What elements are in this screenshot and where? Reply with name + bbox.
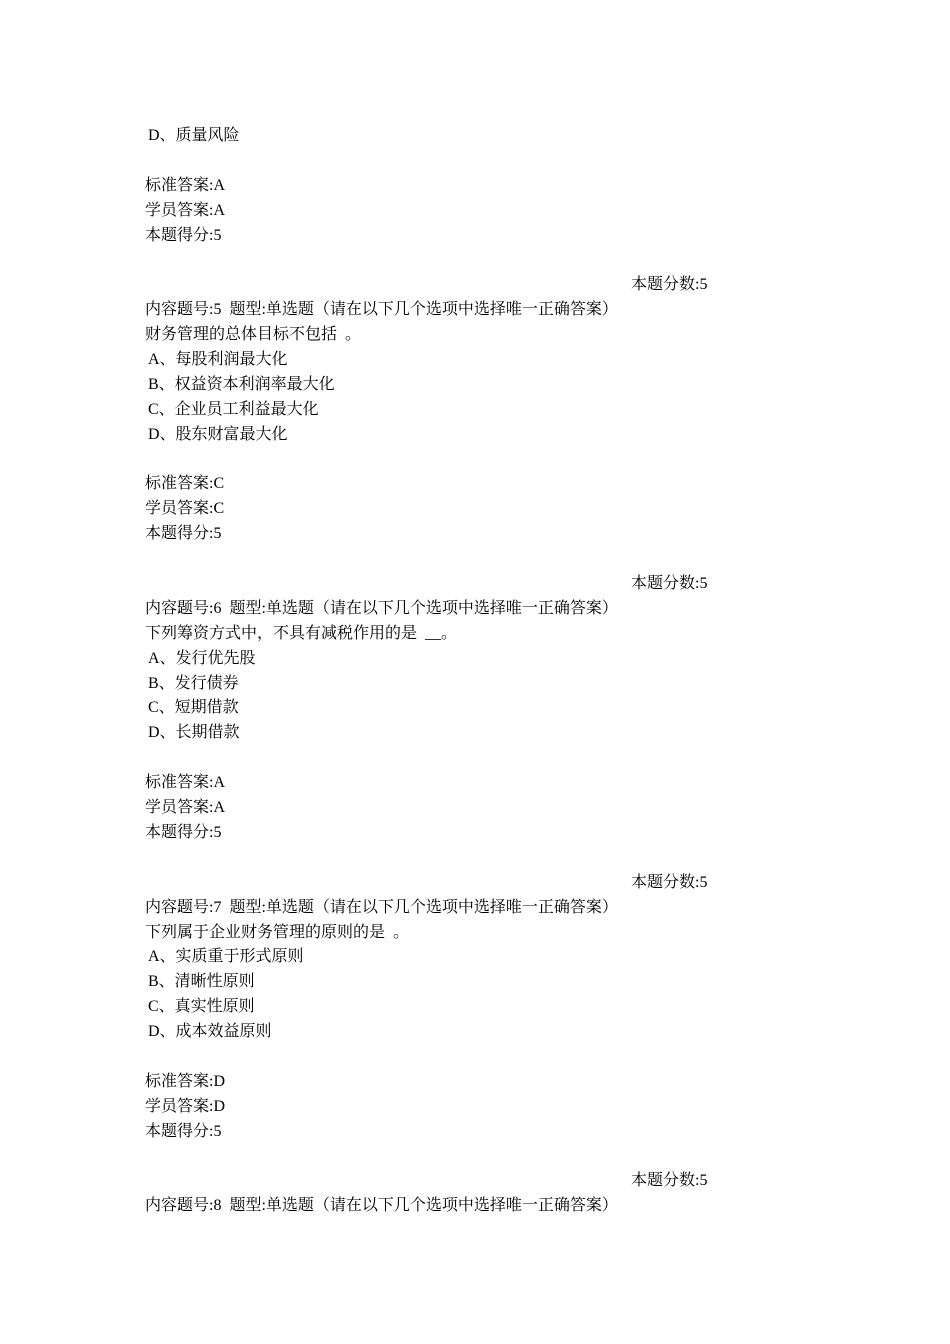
option-a: A、实质重于形式原则 [148, 948, 304, 966]
exam-document [145, 124, 845, 1219]
option-b: B、权益资本利润率最大化 [148, 375, 335, 393]
standard-answer: 标准答案:D [145, 1072, 226, 1090]
question-score: 本题得分:5 [145, 823, 222, 841]
spacer [145, 149, 845, 174]
option-d: D、质量风险 [148, 127, 240, 144]
question-block-8 [145, 1169, 845, 1219]
question-points: 本题分数:5 [631, 1172, 708, 1190]
question-type-label: 题号:8 题型:单选题（请在以下几个选项中选择唯一正确答案） [177, 1197, 618, 1215]
content-label: 内容: [145, 599, 182, 617]
option-d: D、长期借款 [148, 724, 240, 742]
option-b: B、发行债券 [148, 674, 239, 692]
content-label: 内容: [145, 898, 182, 916]
question-score: 本题得分:5 [145, 226, 222, 244]
student-answer: 学员答案:A [145, 799, 226, 817]
student-answer: 学员答案:A [145, 201, 226, 219]
spacer [145, 1045, 845, 1070]
spacer [145, 1145, 845, 1170]
option-c: C、企业员工利益最大化 [148, 400, 319, 418]
content-label: 内容: [145, 301, 182, 319]
question-stem: 财务管理的总体目标不包括 。 [145, 326, 362, 344]
question-points: 本题分数:5 [631, 873, 708, 891]
option-a: A、发行优先股 [148, 649, 256, 667]
option-d: D、成本效益原则 [148, 1023, 272, 1041]
option-c: C、真实性原则 [148, 998, 255, 1016]
question-score: 本题得分:5 [145, 525, 222, 543]
question-points: 本题分数:5 [631, 575, 708, 593]
question-block-5 [145, 273, 845, 547]
spacer [145, 846, 845, 871]
option-d: D、股东财富最大化 [148, 425, 288, 443]
student-answer: 学员答案:D [145, 1097, 226, 1115]
question-block-7 [145, 871, 845, 1145]
spacer [145, 746, 845, 771]
question-stem: 下列筹资方式中，不具有减税作用的是 __。 [145, 624, 458, 642]
question-type-label: 题号:6 题型:单选题（请在以下几个选项中选择唯一正确答案） [177, 599, 618, 617]
content-label: 内容: [145, 1197, 182, 1215]
spacer [145, 448, 845, 473]
question-type-label: 题号:7 题型:单选题（请在以下几个选项中选择唯一正确答案） [177, 898, 618, 916]
question-type-label: 题号:5 题型:单选题（请在以下几个选项中选择唯一正确答案） [177, 301, 618, 319]
option-b: B、清晰性原则 [148, 973, 255, 991]
standard-answer: 标准答案:A [145, 176, 226, 194]
question-points: 本题分数:5 [631, 276, 708, 294]
option-c: C、短期借款 [148, 699, 239, 717]
standard-answer: 标准答案:A [145, 774, 226, 792]
question-block-6 [145, 572, 845, 846]
question-score: 本题得分:5 [145, 1122, 222, 1140]
question-stem: 下列属于企业财务管理的原则的是 。 [145, 923, 410, 941]
student-answer: 学员答案:C [145, 500, 225, 518]
option-a: A、每股利润最大化 [148, 351, 288, 369]
spacer [145, 547, 845, 572]
spacer [145, 248, 845, 273]
standard-answer: 标准答案:C [145, 475, 225, 493]
